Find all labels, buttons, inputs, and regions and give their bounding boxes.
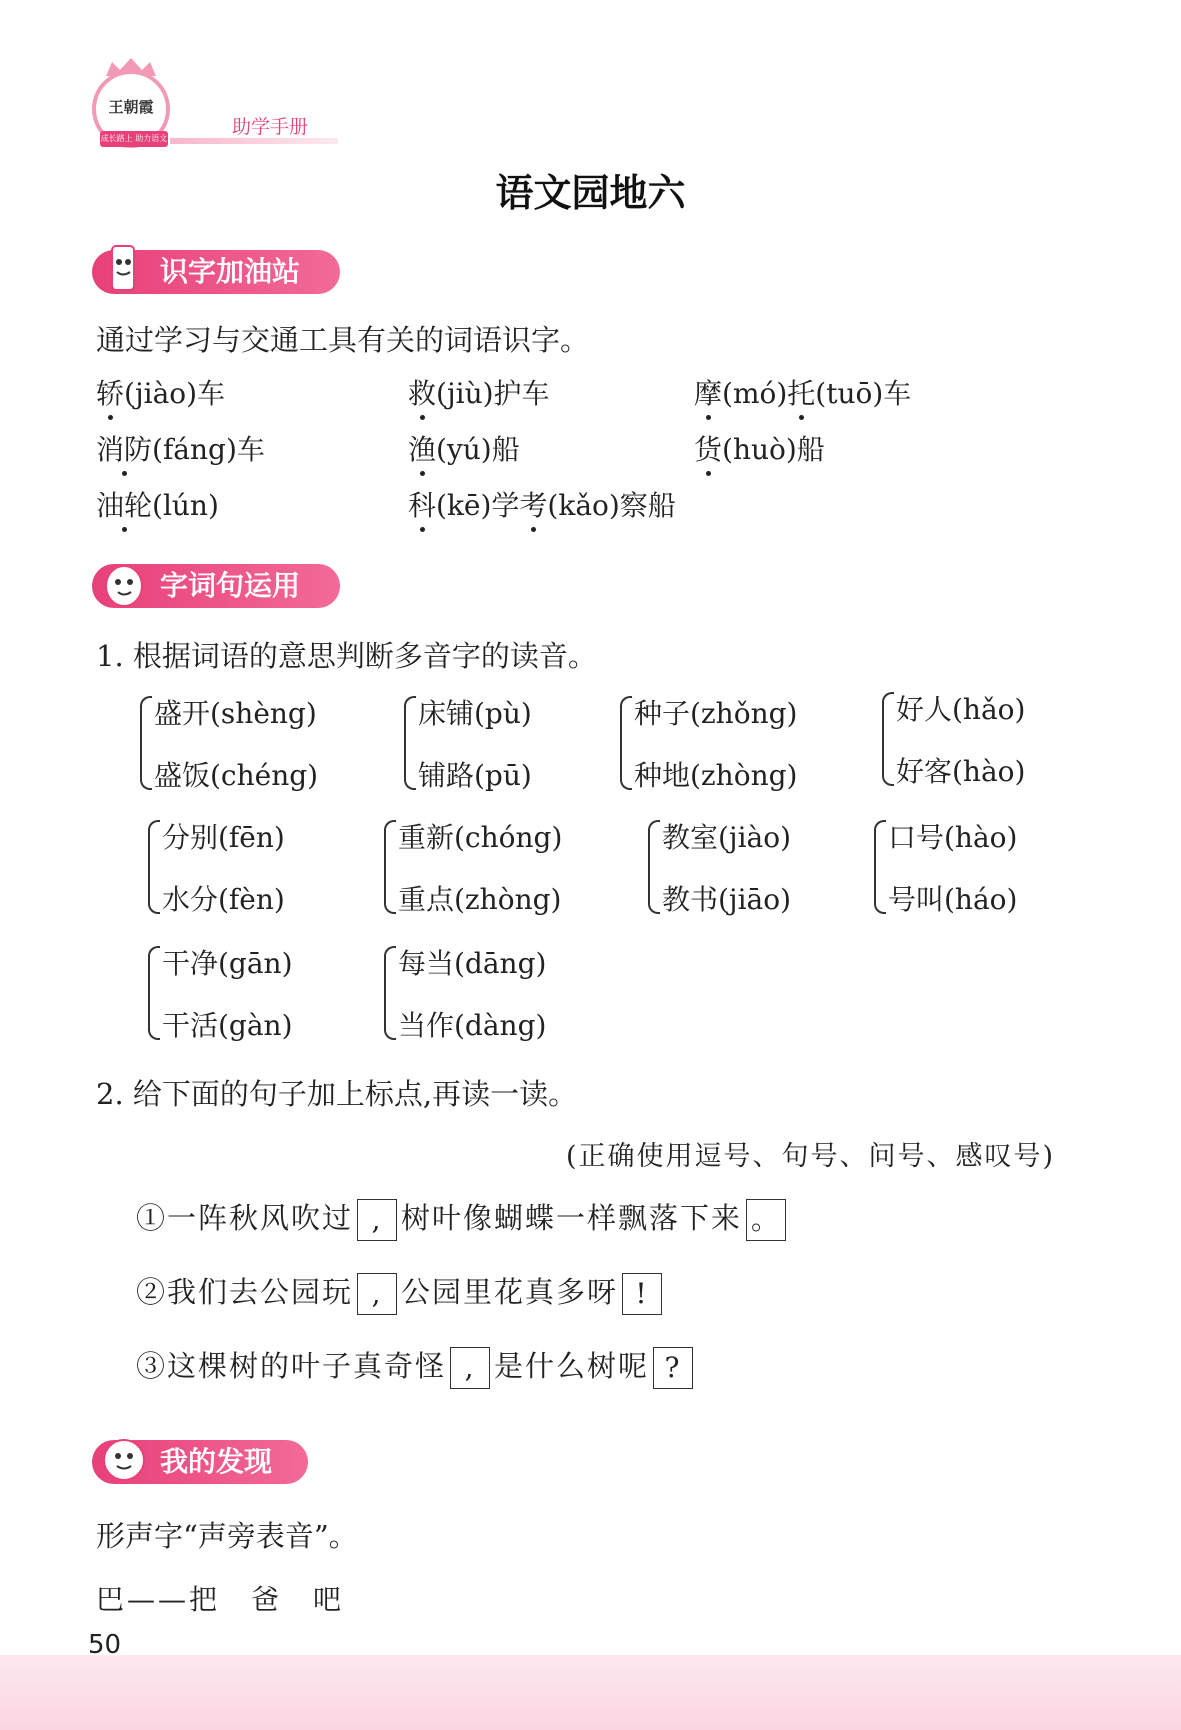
polyphone-group: [404, 692, 604, 792]
logo-ribbon: 成长路上 助力语文: [100, 131, 168, 147]
polyphone-word: 当作(dàng): [398, 1009, 547, 1042]
polyphone-word: 水分(fèn): [162, 883, 285, 916]
punctuation-box[interactable]: ,: [450, 1347, 490, 1389]
polyphone-group: [882, 688, 1082, 788]
polyphone-word: 种地(zhòng): [634, 759, 798, 792]
polyphone-word: 教书(jiāo): [662, 883, 792, 916]
sentence-2: ②我们去公园玩 , 公园里花真多呀 !: [136, 1270, 666, 1315]
punctuation-box[interactable]: 。: [746, 1199, 786, 1241]
sentence-3: ③这棵树的叶子真奇怪 , 是什么树呢 ?: [136, 1344, 697, 1389]
example-line: 巴——把 爸 吧: [96, 1583, 345, 1616]
punctuation-box[interactable]: ,: [357, 1199, 397, 1241]
question-2: 2. 给下面的句子加上标点,再读一读。: [96, 1077, 578, 1111]
polyphone-word: 每当(dāng): [398, 947, 547, 980]
punctuation-box[interactable]: ?: [653, 1347, 693, 1389]
polyphone-word: 干活(gàn): [162, 1009, 293, 1042]
section-intro: 通过学习与交通工具有关的词语识字。: [96, 323, 590, 357]
polyphone-group: [648, 816, 848, 916]
word-item: 货(huò)船: [694, 428, 825, 468]
question-2-note: (正确使用逗号、句号、问号、感叹号): [566, 1141, 1056, 1172]
word-item: 渔(yú)船: [408, 428, 520, 468]
polyphone-word: 重新(chóng): [398, 821, 563, 854]
logo-text: 王朝霞: [108, 98, 154, 116]
polyphone-group: [148, 816, 348, 916]
word-item: 科(kē)学考(kǎo)察船: [408, 484, 676, 524]
section-title: 我的发现: [160, 1445, 273, 1478]
polyphone-group: [140, 692, 380, 792]
polyphone-group: [148, 942, 348, 1042]
section-banner-word-usage: [92, 564, 340, 608]
polyphone-word: 重点(zhòng): [398, 883, 562, 916]
pencil-mascot-icon: [98, 242, 150, 298]
mascot-icon: [98, 556, 150, 612]
page-number: 50: [88, 1630, 122, 1660]
polyphone-word: 盛饭(chéng): [154, 759, 319, 792]
section-title: 字词句运用: [160, 569, 301, 602]
polyphone-word: 种子(zhǒng): [634, 697, 798, 730]
word-item: 油轮(lún): [96, 484, 219, 524]
section-banner-literacy: [92, 250, 340, 294]
polyphone-word: 号叫(háo): [888, 883, 1018, 916]
polyphone-group: [384, 942, 604, 1042]
header-label: 助学手册: [232, 116, 309, 138]
question-1: 1. 根据词语的意思判断多音字的读音。: [96, 639, 597, 673]
polyphone-word: 好人(hǎo): [896, 693, 1026, 726]
section-intro: 形声字“声旁表音”。: [96, 1519, 358, 1553]
polyphone-group: [874, 816, 1074, 916]
polyphone-word: 教室(jiào): [662, 821, 792, 854]
globe-mascot-icon: [98, 1432, 150, 1488]
word-item: 救(jiù)护车: [408, 372, 550, 412]
polyphone-group: [384, 816, 614, 916]
polyphone-word: 口号(hào): [888, 821, 1018, 854]
polyphone-group: [620, 692, 830, 792]
polyphone-word: 床铺(pù): [418, 697, 532, 730]
sentence-1: ①一阵秋风吹过 , 树叶像蝴蝶一样飘落下来 。: [136, 1196, 790, 1241]
punctuation-box[interactable]: ,: [357, 1273, 397, 1315]
section-title: 识字加油站: [160, 255, 301, 288]
word-item: 轿(jiào)车: [96, 372, 225, 412]
word-item: 消防(fáng)车: [96, 428, 265, 468]
punctuation-box[interactable]: !: [622, 1273, 662, 1315]
word-item: 摩(mó)托(tuō)车: [694, 372, 911, 412]
section-banner-discovery: [92, 1440, 308, 1484]
polyphone-word: 分别(fēn): [162, 821, 285, 854]
footer-band: [0, 1655, 1181, 1730]
polyphone-word: 干净(gān): [162, 947, 293, 980]
polyphone-word: 盛开(shèng): [154, 697, 317, 730]
page-title: 语文园地六: [495, 171, 686, 215]
polyphone-word: 铺路(pū): [418, 759, 532, 792]
polyphone-word: 好客(hào): [896, 755, 1026, 788]
